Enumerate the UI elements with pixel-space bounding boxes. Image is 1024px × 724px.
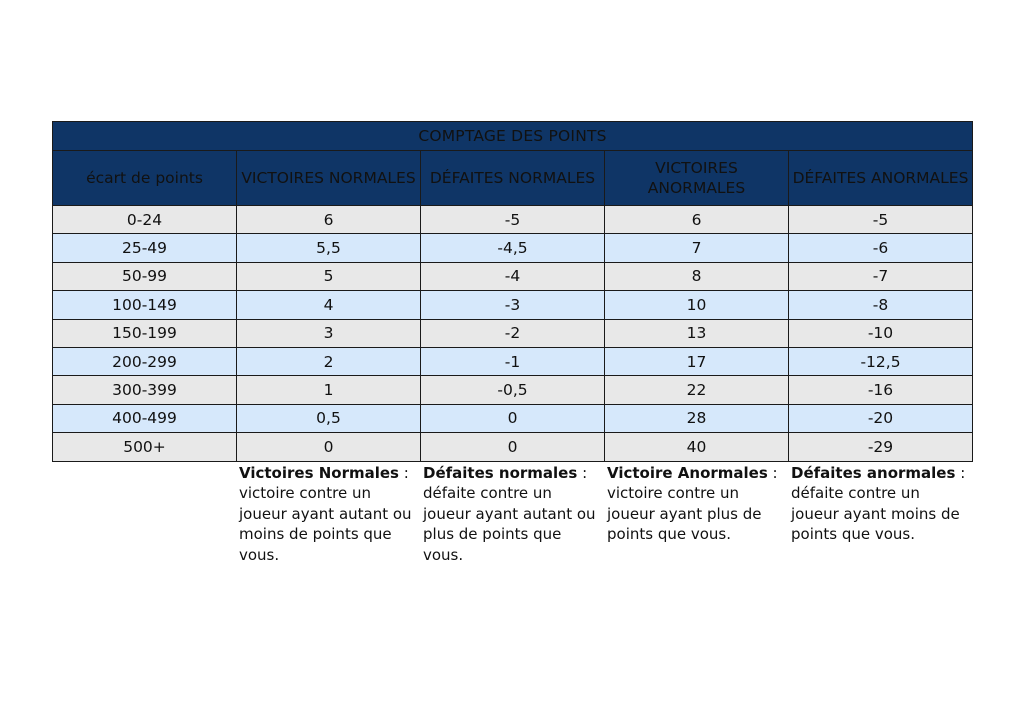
cell-defaites-anormales: -6 (789, 234, 973, 262)
cell-defaites-normales: 0 (421, 433, 605, 461)
header-defaites-normales: DÉFAITES NORMALES (421, 151, 605, 206)
cell-ecart: 400-499 (53, 404, 237, 432)
cell-victoires-normales: 2 (237, 347, 421, 375)
table-row (53, 376, 973, 404)
cell-victoires-anormales: 17 (605, 347, 789, 375)
note-victoire-anormales (604, 463, 788, 566)
note-text: défaite contre un joueur ayant moins de points que vous. (791, 484, 960, 544)
points-table (52, 121, 973, 462)
cell-victoires-normales: 5 (237, 262, 421, 290)
cell-ecart: 25-49 (53, 234, 237, 262)
cell-victoires-anormales: 10 (605, 291, 789, 319)
table-row (53, 262, 973, 290)
note-text: défaite contre un joueur ayant autant ou plus de points que vous. (423, 484, 596, 564)
note-term: Défaites anormales (791, 463, 956, 482)
cell-victoires-normales: 3 (237, 319, 421, 347)
note-term: Victoire Anormales (607, 463, 768, 482)
cell-victoires-normales: 0 (237, 433, 421, 461)
cell-ecart: 100-149 (53, 291, 237, 319)
cell-victoires-normales: 4 (237, 291, 421, 319)
header-ecart: écart de points (53, 151, 237, 206)
table-body (53, 206, 973, 462)
note-victoires-normales (236, 463, 420, 566)
cell-ecart: 0-24 (53, 206, 237, 234)
cell-defaites-normales: -4 (421, 262, 605, 290)
note-term: Victoires Normales (239, 463, 399, 482)
cell-victoires-anormales: 13 (605, 319, 789, 347)
note-defaites-anormales (788, 463, 972, 566)
table-row (53, 206, 973, 234)
cell-defaites-normales: -3 (421, 291, 605, 319)
table-row (53, 404, 973, 432)
header-victoires-anormales: VICTOIRES ANORMALES (605, 151, 789, 206)
cell-defaites-anormales: -10 (789, 319, 973, 347)
cell-defaites-normales: 0 (421, 404, 605, 432)
note-sep: : (955, 463, 966, 482)
legend (52, 463, 973, 566)
cell-victoires-anormales: 8 (605, 262, 789, 290)
cell-defaites-anormales: -29 (789, 433, 973, 461)
table-row (53, 319, 973, 347)
cell-defaites-anormales: -5 (789, 206, 973, 234)
cell-victoires-normales: 0,5 (237, 404, 421, 432)
note-text: victoire contre un joueur ayant autant ou moins de points que vous. (239, 484, 412, 564)
cell-defaites-anormales: -12,5 (789, 347, 973, 375)
table-row (53, 234, 973, 262)
note-sep: : (577, 463, 588, 482)
note-term: Défaites normales (423, 463, 578, 482)
cell-ecart: 50-99 (53, 262, 237, 290)
cell-defaites-normales: -2 (421, 319, 605, 347)
cell-defaites-normales: -4,5 (421, 234, 605, 262)
cell-ecart: 200-299 (53, 347, 237, 375)
cell-victoires-normales: 6 (237, 206, 421, 234)
table-row (53, 347, 973, 375)
cell-defaites-anormales: -7 (789, 262, 973, 290)
cell-defaites-anormales: -8 (789, 291, 973, 319)
note-sep: : (398, 463, 409, 482)
cell-defaites-normales: -1 (421, 347, 605, 375)
note-defaites-normales (420, 463, 604, 566)
legend-spacer (52, 463, 236, 566)
cell-victoires-anormales: 6 (605, 206, 789, 234)
cell-victoires-anormales: 28 (605, 404, 789, 432)
table-title: COMPTAGE DES POINTS (53, 122, 973, 151)
cell-defaites-normales: -5 (421, 206, 605, 234)
cell-victoires-normales: 1 (237, 376, 421, 404)
cell-ecart: 500+ (53, 433, 237, 461)
points-table-container (52, 121, 973, 565)
cell-victoires-anormales: 7 (605, 234, 789, 262)
cell-defaites-anormales: -16 (789, 376, 973, 404)
header-defaites-anormales: DÉFAITES ANORMALES (789, 151, 973, 206)
cell-ecart: 150-199 (53, 319, 237, 347)
note-text: victoire contre un joueur ayant plus de points que vous. (607, 484, 762, 544)
note-sep: : (767, 463, 778, 482)
cell-defaites-normales: -0,5 (421, 376, 605, 404)
cell-victoires-anormales: 22 (605, 376, 789, 404)
table-row (53, 433, 973, 461)
table-row (53, 291, 973, 319)
header-victoires-normales: VICTOIRES NORMALES (237, 151, 421, 206)
cell-victoires-anormales: 40 (605, 433, 789, 461)
cell-defaites-anormales: -20 (789, 404, 973, 432)
cell-ecart: 300-399 (53, 376, 237, 404)
cell-victoires-normales: 5,5 (237, 234, 421, 262)
